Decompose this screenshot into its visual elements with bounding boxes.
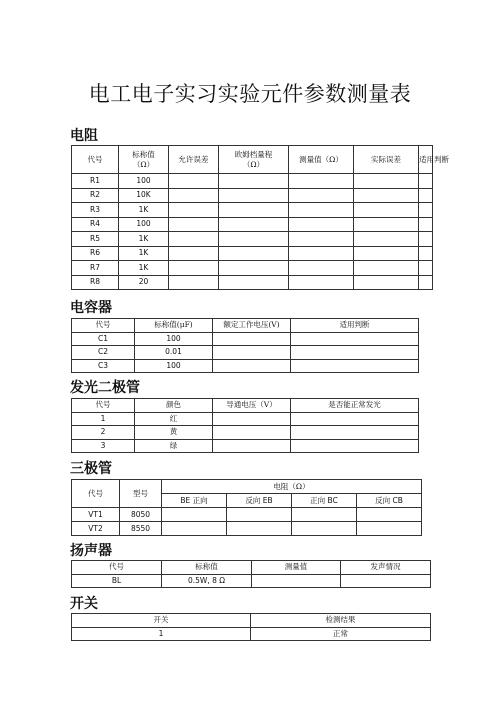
code-cell: R3 (72, 203, 119, 218)
table-row (72, 508, 422, 522)
capacitor-table (71, 318, 419, 373)
capacitor-header-row (72, 319, 419, 333)
table-row (72, 522, 422, 536)
code-cell: C3 (72, 359, 135, 373)
header-cell: 标称值 (162, 561, 252, 575)
switch-table (71, 613, 431, 641)
table-row (72, 203, 433, 218)
table-row (72, 412, 419, 426)
switch-header-row (72, 614, 431, 628)
resistor-table (71, 145, 449, 290)
led-heading: 发光二极管 (70, 380, 140, 396)
code-cell: R1 (72, 174, 119, 189)
speaker-table (71, 560, 431, 588)
table-row (72, 574, 431, 588)
transistor-heading: 三极管 (70, 461, 112, 477)
table-row (72, 439, 419, 453)
speaker-heading: 扬声器 (70, 543, 112, 559)
header-cell: 额定工作电压(V) (213, 319, 291, 333)
code-cell: 3 (72, 439, 135, 453)
code-cell: C1 (72, 332, 135, 346)
code-cell: BL (72, 574, 162, 588)
header-cell: 发声情况 (341, 561, 431, 575)
code-cell: C2 (72, 346, 135, 360)
transistor-header-row (72, 480, 422, 494)
value-cell: 1K (119, 203, 169, 218)
table-row (72, 188, 433, 203)
subheader-cell: BE 正向 (162, 494, 227, 508)
header-cell: 开关 (72, 614, 251, 628)
model-cell: 8050 (120, 508, 162, 522)
header-cell: 适用判断 (419, 146, 433, 174)
resistor-heading: 电阻 (70, 128, 98, 144)
color-cell: 黄 (135, 426, 213, 440)
header-cell: 型号 (120, 480, 162, 508)
code-cell: R7 (72, 261, 119, 276)
header-cell: 标称值(μF) (135, 319, 213, 333)
value-cell: 100 (119, 174, 169, 189)
code-cell: VT1 (72, 508, 120, 522)
code-cell: 2 (72, 426, 135, 440)
switch-heading: 开关 (70, 596, 98, 612)
header-cell: 代号 (72, 399, 135, 413)
result-cell: 正常 (251, 627, 431, 641)
header-cell: 测量值 (252, 561, 341, 575)
resistor-header-row (72, 146, 433, 174)
header-cell: 实际误差 (354, 146, 419, 174)
header-cell: 代号 (72, 319, 135, 333)
value-cell: 100 (119, 217, 169, 232)
subheader-cell: 反向 CB (357, 494, 422, 508)
table-row (72, 346, 419, 360)
code-cell: R2 (72, 188, 119, 203)
table-row (72, 174, 433, 189)
header-cell: 标称值 （Ω） (119, 146, 169, 174)
code-cell: R6 (72, 246, 119, 261)
capacitor-heading: 电容器 (70, 300, 112, 316)
color-cell: 绿 (135, 439, 213, 453)
header-cell: 代号 (72, 480, 120, 508)
value-cell: 1K (119, 232, 169, 247)
table-row (72, 246, 433, 261)
value-cell: 1K (119, 246, 169, 261)
code-cell: R4 (72, 217, 119, 232)
table-row (72, 426, 419, 440)
value-cell: 100 (135, 359, 213, 373)
table-row (72, 359, 419, 373)
value-cell: 1K (119, 261, 169, 276)
code-cell: VT2 (72, 522, 120, 536)
subheader-cell: 反向 EB (227, 494, 292, 508)
speaker-header-row (72, 561, 431, 575)
table-row (72, 627, 431, 641)
header-cell: 是否能正常发光 (291, 399, 419, 413)
led-table (71, 398, 419, 453)
table-row (72, 332, 419, 346)
value-cell: 100 (135, 332, 213, 346)
code-cell: 1 (72, 412, 135, 426)
value-cell: 0.5W, 8 Ω (162, 574, 252, 588)
value-cell: 10K (119, 188, 169, 203)
page-title: 电工电子实习实验元件参数测量表 (88, 82, 412, 106)
header-cell: 允许误差 (169, 146, 219, 174)
table-row (72, 232, 433, 247)
table-row (72, 275, 433, 290)
value-cell: 20 (119, 275, 169, 290)
table-row (72, 217, 433, 232)
header-cell: 代号 (72, 561, 162, 575)
header-cell: 导通电压（V） (213, 399, 291, 413)
header-cell: 代号 (72, 146, 119, 174)
header-cell: 适用判断 (291, 319, 419, 333)
header-cell: 电阻（Ω） (162, 480, 422, 494)
table-row (72, 261, 433, 276)
switch-cell: 1 (72, 627, 251, 641)
code-cell: R8 (72, 275, 119, 290)
header-cell: 测量值（Ω） (289, 146, 354, 174)
led-header-row (72, 399, 419, 413)
header-cell: 欧姆档量程 （Ω） (219, 146, 289, 174)
header-cell: 颜色 (135, 399, 213, 413)
code-cell: R5 (72, 232, 119, 247)
transistor-table (71, 479, 422, 536)
subheader-cell: 正向 BC (292, 494, 357, 508)
header-cell: 检测结果 (251, 614, 431, 628)
value-cell: 0.01 (135, 346, 213, 360)
color-cell: 红 (135, 412, 213, 426)
model-cell: 8550 (120, 522, 162, 536)
